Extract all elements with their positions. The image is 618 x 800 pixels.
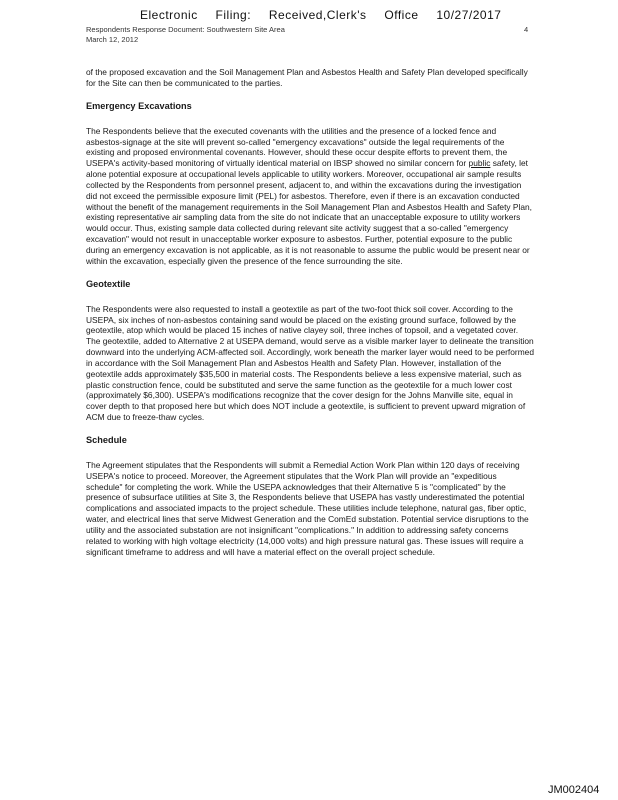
intro-paragraph: of the proposed excavation and the Soil Management Plan and Asbestos Health and Safety Plan developed specifically for the Site can then be communicated to the parties. <box>86 67 528 88</box>
paragraph-text: safety, let alone potential exposure at occupational levels applicable to utility workers. Moreover, occupational air sample results collected by the Respondents from personnel present, adjacent to, and within the excavations during the investigation did not exceed the permissible exposure limit (PEL) for asbestos. Therefore, even if there is an excavation conducted without the benefit of the management requirements in the Soil Management Plan and Asbestos Health and Safety Plan, existing representative air sampling data from the site do not indicate that an unacceptable exposure to utility workers would occur. Thus, existing sample data collected during relevant site activity suggest that a so-called "emergency excavation" would not result in unacceptable worker exposure to asbestos. Further, potential exposure to the public during an emergency excavation is not applicable, as it is not reasonable to assume the public would be present near or within the excavation, especially given the presence of the fence surrounding the site. <box>86 158 533 266</box>
stamp-office: Office <box>384 8 419 22</box>
paragraph-text: The Respondents believe that the executed covenants with the utilities and the presence of a locked fence and asbestos-signage at the site will prevent so-called "emergency excavations" outside the legal requirements of the existing and proposed environmental covenants. However, should these occur despite efforts to prevent them, the USEPA's activity-based monitoring of virtually identical material on IBSP showed no similar concern for <box>86 125 508 169</box>
heading-schedule: Schedule <box>86 434 127 445</box>
paragraph-text: The Respondents were also requested to install a geotextile as part of the two-foot thick soil cover. According to the USEPA, six inches of non-asbestos containing sand would be placed on the existing ground surface, followed by the geotextile, atop which would be placed 15 inches of native clayey soil, three inches of topsoil, and a vegetated cover. The geotextile, added to Alternative 2 at USEPA demand, would serve as a visible marker layer to delineate the transition downward into the underlying ACM-affected soil. Accordingly, work beneath the marker layer would need to be performed in accordance with the Soil Management Plan and Asbestos Health and Safety Plan. However, installation of the geotextile adds approximately $35,500 in material costs. The Respondents believe a less expensive material, such as plastic construction fence, could be substituted and serve the same function as the geotextile for a much lower cost (approximately $6,300). USEPA's modifications recognize that the cover design for the Johns Manville site, equal in cover depth to that proposed here but which does NOT include a geotextile, is sufficient to prevent upward migration of ACM due to freeze-thaw cycles. <box>86 303 534 423</box>
underlined-text: public <box>468 158 491 169</box>
paragraph-text: The Agreement stipulates that the Respondents will submit a Remedial Action Work Plan within 120 days of receiving USEPA's notice to proceed. Moreover, the Agreement stipulates that the Work Plan will provide an "expeditious schedule" for completing the work. While the USEPA acknowledges that their Alternative 5 is "complicated" by the presence of subsurface utilities at Site 3, the Respondents believe that USEPA has vastly underestimated the potential complications and associated impacts to the project schedule. These utilities include telephone, natural gas, fiber optic, water, and electrical lines that serve Midwest Generation and the ComEd substation. Potential service disruptions to the utility and the associated substation are not insignificant "complications." In addition to addressing safety concerns related to working with high voltage electricity (14,000 volts) and high pressure natural gas. These issues will require a significant timeframe to address and will have a material effect on the overall project schedule. <box>86 459 529 557</box>
filing-stamp <box>140 8 600 22</box>
heading-geotextile: Geotextile <box>86 278 131 289</box>
stamp-filing: Filing: <box>215 8 252 22</box>
heading-emergency-excavations: Emergency Excavations <box>86 100 192 111</box>
schedule-paragraph <box>86 460 534 558</box>
document-body <box>86 67 534 570</box>
emergency-excavations-paragraph <box>86 126 534 267</box>
document-date: March 12, 2012 <box>86 35 139 44</box>
geotextile-paragraph <box>86 304 534 423</box>
document-title: Respondents Response Document: Southwestern Site Area <box>86 25 285 34</box>
page-number: 4 <box>524 25 529 34</box>
stamp-date: 10/27/2017 <box>436 8 502 22</box>
bates-number: JM002404 <box>548 784 600 796</box>
stamp-electronic: Electronic <box>140 8 198 22</box>
stamp-received: Received,Clerk's <box>268 8 367 22</box>
